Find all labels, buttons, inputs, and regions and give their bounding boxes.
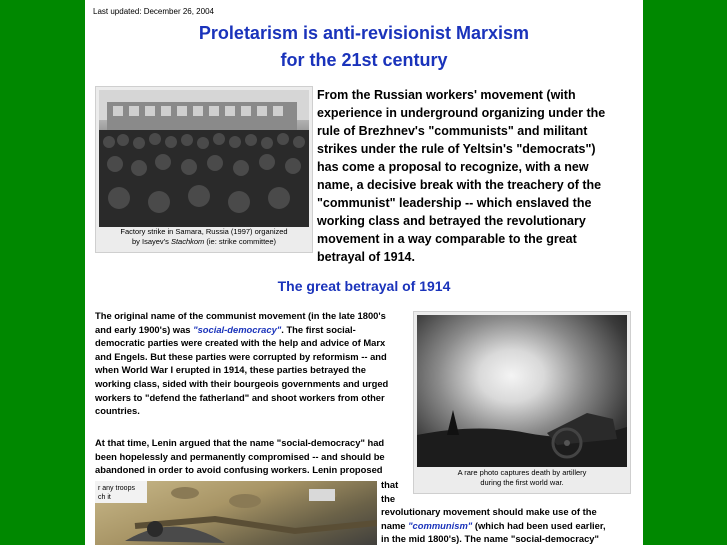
paragraph-2-continued: revolutionary movement should make use of the name "communism" (which had been used earlier, in the mid 1800's). The name "social-democracy" <box>381 506 606 545</box>
page-content <box>85 0 643 545</box>
intro-paragraph: From the Russian workers' movement (with experience in underground organizing under the rule of Brezhnev's "communists" and militant strikes under the rule of Yeltsin's "democrats") has come a proposal to recognize, with a new name, a decisive break with the treachery of the "communist" leadership -- which enslaved the working class and betrayed the revolutionary movement in a way comparable to the great betrayal of 1914. <box>317 88 606 264</box>
title-line-2: for the 21st century <box>280 50 448 70</box>
trench-map-image <box>95 481 377 545</box>
social-democracy-link[interactable]: "social-democracy" <box>193 323 282 335</box>
artillery-photo <box>417 315 627 467</box>
paragraph-2: At that time, Lenin argued that the name "social-democracy" had been hopelessly and permanently compromised -- and should be abandoned in order to avoid confusing workers. Lenin proposed <box>95 437 385 476</box>
communism-link[interactable]: "communism" <box>408 519 473 531</box>
last-updated: Last updated: December 26, 2004 <box>93 7 214 16</box>
figure1-caption: Factory strike in Samara, Russia (1997) organized by Isayev's Stachkom (ie: strike committee) <box>120 227 288 246</box>
artillery-photo-figure <box>413 311 631 494</box>
page-title <box>85 20 643 74</box>
strike-photo-figure <box>95 86 313 253</box>
strike-photo <box>99 90 309 227</box>
paragraph-1: The original name of the communist movement (in the late 1800's and early 1900's) was "social-democracy". The first social- democratic parties were created with the help and advice of Marx and Engels. But these parties were corrupted by reformism -- and when World War I erupted in 1914, these parties betrayed the working class, sided with their bourgeois governments and urged workers to "defend the fatherland" and shoot workers from other countries. <box>95 310 389 417</box>
title-line-1: Proletarism is anti-revisionist Marxism <box>198 23 530 43</box>
figure2-caption: A rare photo captures death by artillery during the first world war. <box>457 468 587 487</box>
section-heading: The great betrayal of 1914 <box>277 278 451 294</box>
map-text-1: r any troops <box>98 485 135 492</box>
map-text-2: ch it <box>98 494 111 501</box>
paragraph-2-side: that the <box>381 479 399 504</box>
